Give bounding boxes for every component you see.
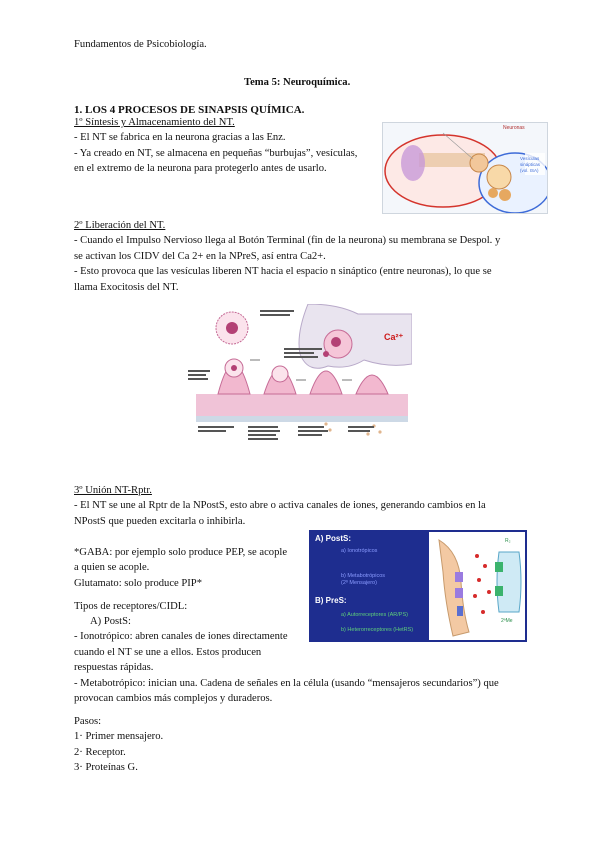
figure1-label-right: Vesículas — [520, 156, 540, 161]
glutamate-note: Glutamato: solo produce PIP* — [74, 578, 202, 589]
gaba-note: a quien se acople. — [74, 562, 150, 573]
step2-line: - Esto provoca que las vesículas liberen NT hacia el espacio n sináptico (entre neuronas), lo que se — [74, 266, 492, 277]
step-item: 1· Primer mensajero. — [74, 731, 164, 742]
figure1-label-top: Neuronas — [503, 125, 525, 131]
fig3-pres-label: B) PreS: — [315, 596, 347, 605]
figure1-label-right2: sinápticas — [520, 162, 541, 167]
fig3-second-messenger: (2º Mensajero) — [341, 580, 377, 586]
step1-line: - Ya creado en NT, se almacena en pequeñas “burbujas”, vesículas, — [74, 148, 358, 159]
step3-line: - El NT se une al Rptr de la NPostS, esto abre o activa canales de iones, generando cambios en la — [74, 500, 486, 511]
step1-heading: 1º Síntesis y Almacenamiento del NT. — [74, 117, 235, 128]
fig3-heteroreceptors: b) Heterorreceptores (HetRS) — [341, 627, 414, 633]
step2-line: llama Exocitosis del NT. — [74, 282, 179, 293]
step-item: 2· Receptor. — [74, 747, 126, 758]
course-header: Fundamentos de Psicobiología. — [74, 39, 207, 50]
figure-exocytosis — [188, 304, 412, 464]
step1-line: en el extremo de la neurona para protegerlo antes de usarlo. — [74, 163, 327, 174]
fig3-metabotropic: b) Metabotrópicos — [341, 573, 386, 579]
fig3-autoreceptors: a) Autorreceptores (AR/PS) — [341, 612, 408, 618]
page-title: Tema 5: Neuroquímica. — [244, 77, 351, 88]
step3-line: NPostS que pueden excitarla o inhibirla. — [74, 516, 246, 527]
fig3-posts-label: A) PostS: — [315, 534, 351, 543]
receptor-line: - Ionotrópico: abren canales de iones directamente — [74, 631, 288, 642]
receptor-line: cuando el NT se une a ellos. Estos producen — [74, 647, 262, 658]
gaba-note: *GABA: por ejemplo solo produce PEP, se acople — [74, 547, 288, 558]
figure1-label-right3: (vol. ISA) — [520, 168, 539, 173]
figure-receptors — [309, 530, 527, 642]
step1-line: - El NT se fabrica en la neurona gracias a las Enz. — [74, 132, 286, 143]
calcium-label: Ca²⁺ — [384, 332, 404, 342]
steps-heading: Pasos: — [74, 716, 102, 727]
fig3-illustration — [429, 532, 525, 640]
step2-line: - Cuando el Impulso Nervioso llega al Botón Terminal (fin de la neurona) su membrana se Despol. y — [74, 235, 501, 246]
step2-heading: 2º Liberación del NT. — [74, 220, 166, 231]
step3-heading: 3º Unión NT-Rptr. — [74, 485, 152, 496]
figure-synthesis — [382, 122, 548, 214]
receptor-types-heading: Tipos de receptores/CIDL: — [74, 601, 188, 612]
step2-line: se activan los CIDV del Ca 2+ en la NPreS, así entra Ca2+. — [74, 251, 326, 262]
step-item: 3· Proteínas G. — [74, 762, 138, 773]
receptor-line: respuestas rápidas. — [74, 662, 154, 673]
section-heading: 1. LOS 4 PROCESOS DE SINAPSIS QUÍMICA. — [74, 104, 305, 116]
receptor-line: provocan cambios más complejos y duraderos. — [74, 693, 273, 704]
fig3-2me-label: 2ªMe — [501, 618, 513, 624]
fig3-r2-label: R₂ — [505, 538, 511, 544]
receptor-line: - Metabotrópico: inician una. Cadena de señales en la célula (usando “mensajeros secundarios”) que — [74, 678, 499, 689]
posts-label: A) PostS: — [90, 616, 131, 627]
fig3-ionotropic: a) Ionotrópicos — [341, 548, 378, 554]
